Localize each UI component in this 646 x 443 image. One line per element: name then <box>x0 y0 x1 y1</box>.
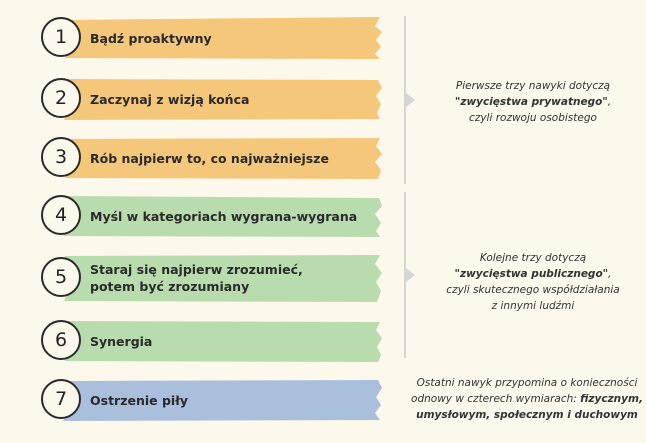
habit-row-2 <box>0 75 400 125</box>
brush-stroke-1 <box>62 16 382 60</box>
note-private-victory: Pierwsze trzy nawyki dotyczą "zwycięstwa prywatnego", czyli rozwoju osobistego <box>454 80 612 124</box>
arrow-right-icon <box>406 93 415 107</box>
habit-number-7: 7 <box>41 379 81 419</box>
brush-stroke-5 <box>62 253 382 303</box>
habit-row-3 <box>0 134 400 184</box>
habit-row-5 <box>0 251 400 307</box>
brush-stroke-6 <box>62 319 382 363</box>
brush-stroke-7 <box>62 378 382 422</box>
habit-label-7: Ostrzenie piły <box>90 392 188 408</box>
brush-stroke-3 <box>62 136 382 180</box>
habit-row-1 <box>0 14 400 64</box>
habit-row-6 <box>0 317 400 367</box>
habit-number-1: 1 <box>41 17 81 57</box>
bracket-public <box>404 192 418 358</box>
habit-row-4 <box>0 192 400 242</box>
brush-stroke-2 <box>62 77 382 121</box>
habit-number-6: 6 <box>41 320 81 360</box>
note-renewal: Ostatni nawyk przypomina o konieczności odnowy w czterech wymiarach: fizycznym, umysłowym, społecznym i duchowym <box>411 377 643 421</box>
habit-number-4: 4 <box>41 195 81 235</box>
habit-row-7 <box>0 376 400 426</box>
bracket-private <box>404 16 418 184</box>
note-public-victory: Kolejne trzy dotyczą "zwycięstwa publicznego", czyli skutecznego współdziałania z innymi ludźmi <box>446 252 620 312</box>
arrow-right-icon <box>406 268 415 282</box>
habit-number-3: 3 <box>41 137 81 177</box>
habit-label-4: Myśl w kategoriach wygrana-wygrana <box>90 208 358 224</box>
habit-label-5 <box>90 261 303 295</box>
habit-number-2: 2 <box>41 78 81 118</box>
habit-label-5-line2: potem być zrozumiany <box>90 279 250 294</box>
habit-label-2: Zaczynaj z wizją końca <box>90 91 250 107</box>
habit-label-1: Bądź proaktywny <box>90 30 212 46</box>
habit-label-5-line1: Staraj się najpierw zrozumieć, <box>90 262 303 277</box>
habit-number-5: 5 <box>41 257 81 297</box>
habit-label-6: Synergia <box>90 333 153 349</box>
brush-stroke-4 <box>62 194 382 238</box>
habit-label-3: Rób najpierw to, co najważniejsze <box>90 150 329 166</box>
